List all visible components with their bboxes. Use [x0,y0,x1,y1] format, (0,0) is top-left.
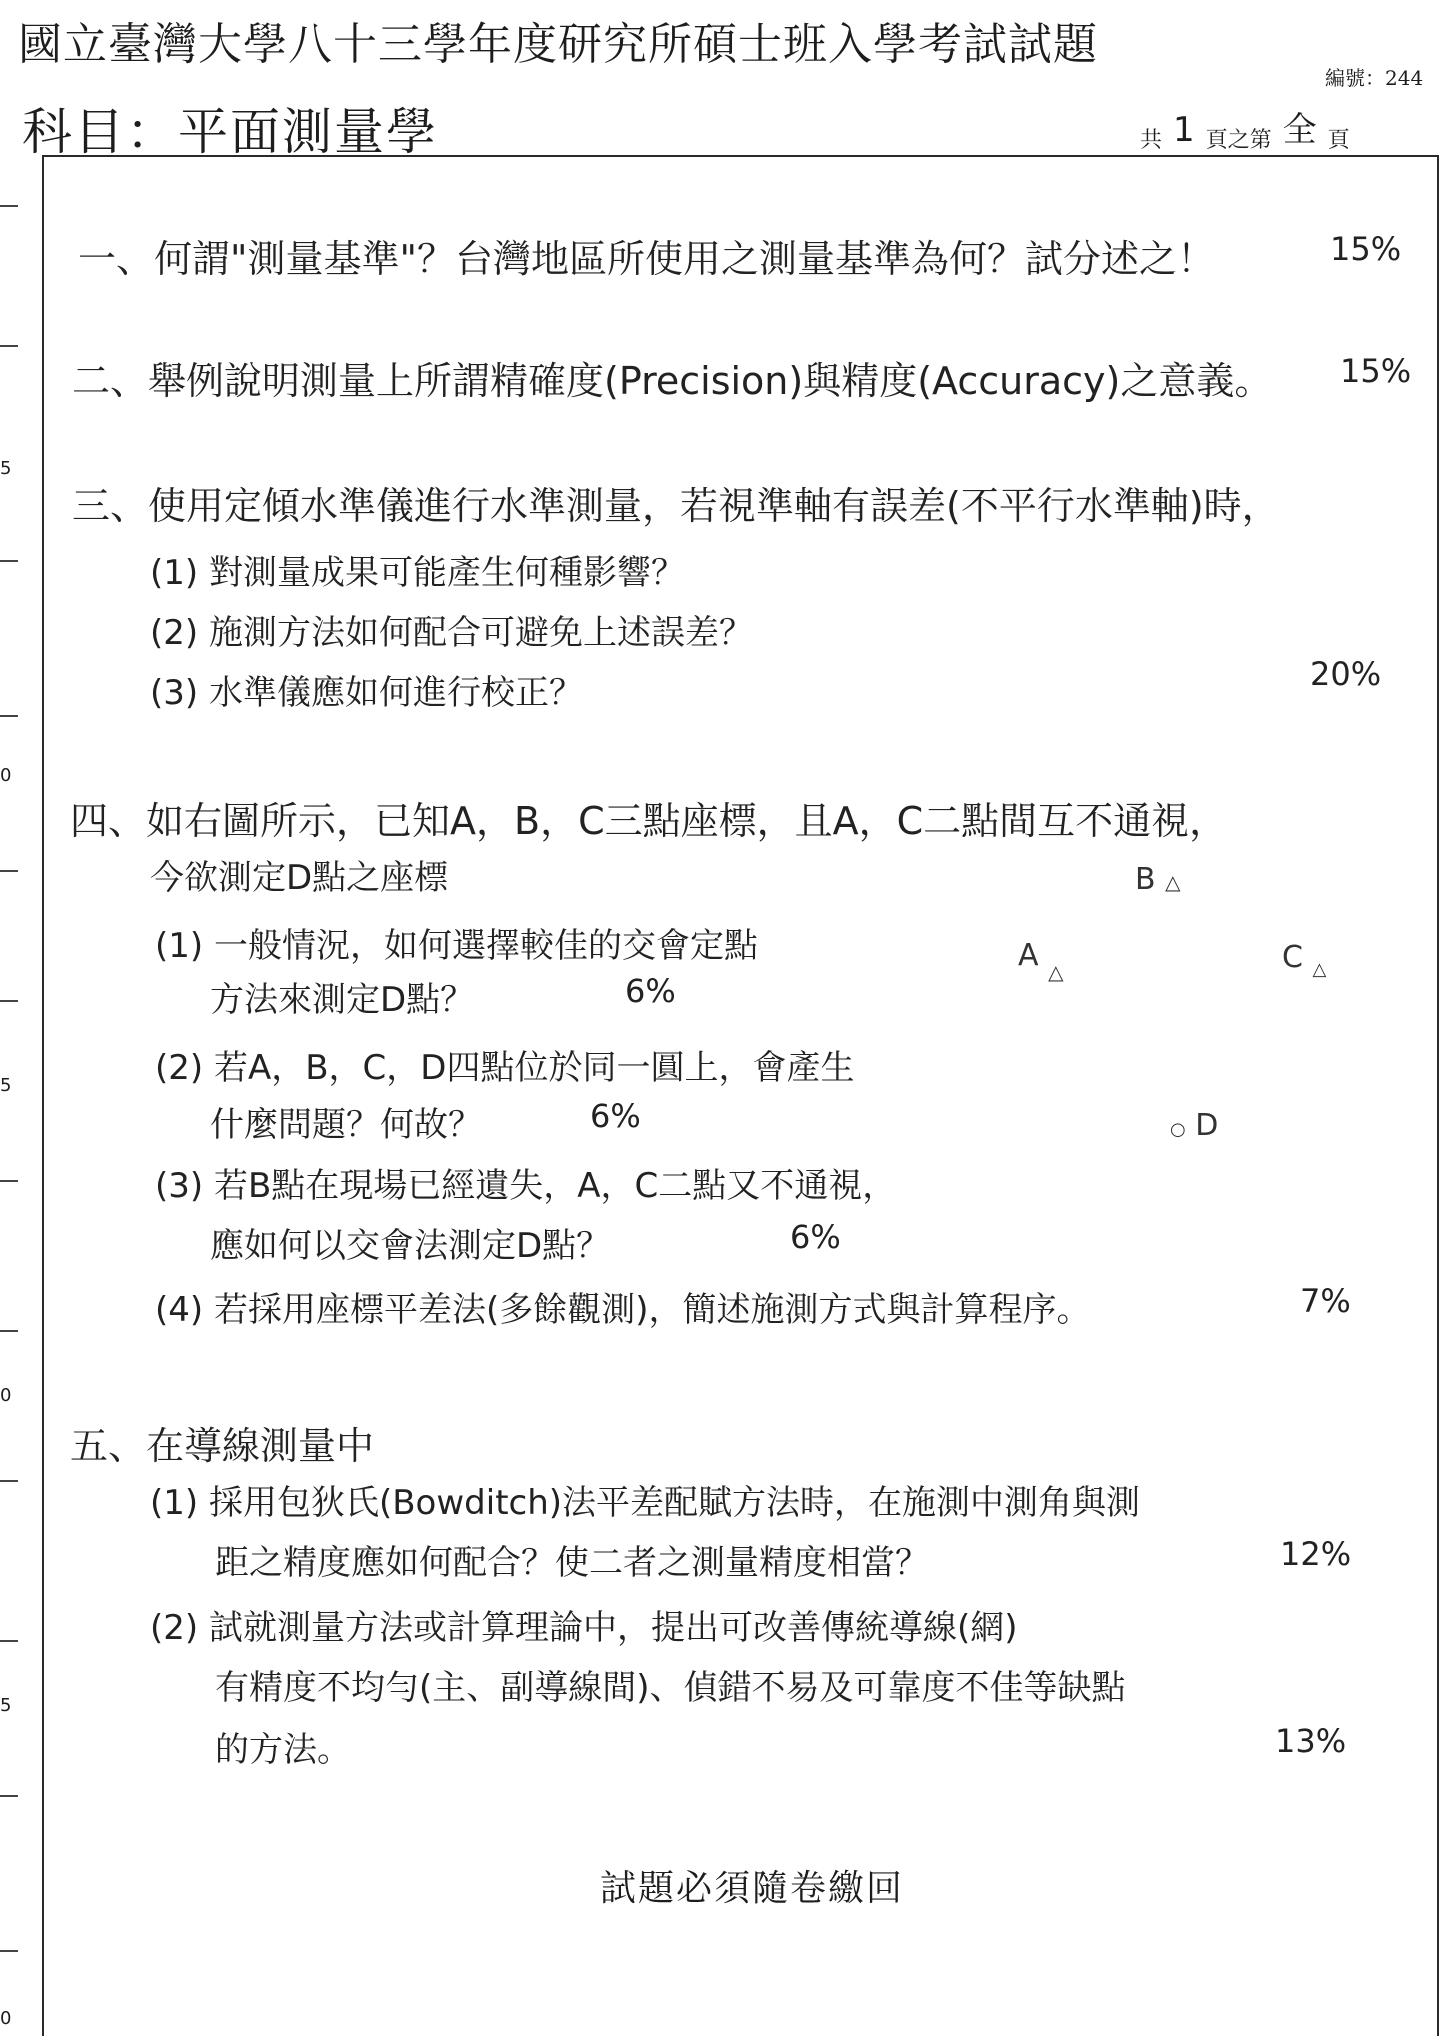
ruler-number: 0 [0,2008,12,2029]
question-4-sub-3-cont: 應如何以交會法測定D點？ [210,1226,611,1266]
return-notice: 試題必須隨卷繳回 [600,1868,905,1909]
ruler-tick [0,1950,18,1952]
point-c-label: C [1282,940,1303,975]
point-d [1170,1108,1218,1143]
question-4-sub-3-score: 6% [790,1218,841,1256]
question-3: 三、使用定傾水準儀進行水準測量，若視準軸有誤差(不平行水準軸)時， [72,484,1280,528]
ruler-number: 0 [0,1385,12,1406]
frame-right-border [1437,155,1439,2036]
pages-middle: 頁之第 [1205,128,1272,153]
pages-total: 1 [1173,110,1195,150]
ruler-tick [0,1480,18,1482]
point-a-label: A [1018,938,1039,973]
question-5: 五、在導線測量中 [70,1424,375,1468]
question-4-sub-1-score: 6% [625,972,676,1010]
question-1: 一、何謂"測量基準"？台灣地區所使用之測量基準為何？試分述之！ [78,237,1215,281]
triangle-icon: △ [1312,959,1327,980]
question-4: 四、如右圖所示，已知A，B，C三點座標，且A，C二點間互不通視， [70,799,1228,843]
ruler-tick [0,715,18,717]
question-5-sub-2-cont-2: 的方法。 [215,1730,351,1770]
question-4-sub-4: (4) 若採用座標平差法(多餘觀測)，簡述施測方式與計算程序。 [155,1290,1091,1330]
pages-current: 全 [1282,110,1317,150]
point-b [1135,862,1181,897]
question-4-sub-3: (3) 若B點在現場已經遺失，A，C二點又不通視， [155,1166,897,1206]
exam-title: 國立臺灣大學八十三學年度研究所碩士班入學考試試題 [18,19,1098,70]
question-3-sub-2: (2) 施測方法如何配合可避免上述誤差？ [150,613,753,653]
point-d-label: D [1195,1108,1219,1143]
ruler-tick [0,1640,18,1642]
page-count [1140,108,1350,157]
exam-code: 編號：244 [1325,66,1424,90]
question-5-sub-2-score: 13% [1275,1722,1347,1760]
question-4-sub-1: (1) 一般情況，如何選擇較佳的交會定點 [155,926,758,966]
triangle-icon: △ [1048,960,1064,984]
ruler-number: 5 [0,458,12,479]
point-c [1282,940,1327,980]
circle-icon: ○ [1170,1119,1186,1140]
ruler-tick [0,1000,18,1002]
question-4-line-2: 今欲測定D點之座標 [150,858,449,898]
pages-suffix: 頁 [1327,128,1350,153]
ruler-tick [0,870,18,872]
question-4-sub-2: (2) 若A，B，C，D四點位於同一圓上，會產生 [155,1048,855,1088]
ruler-tick [0,205,18,207]
ruler-number: 5 [0,1075,12,1096]
question-5-sub-1: (1) 採用包狄氏(Bowditch)法平差配賦方法時，在施測中測角與測 [150,1483,1141,1523]
ruler-tick [0,560,18,562]
exam-subject: 科目：平面測量學 [22,103,438,161]
question-5-sub-2-cont: 有精度不均勻(主、副導線間)、偵錯不易及可靠度不佳等缺點 [215,1668,1126,1708]
pages-prefix: 共 [1140,128,1163,153]
point-a [1018,938,1064,984]
ruler-number: 5 [0,1695,12,1716]
question-5-sub-2: (2) 試就測量方法或計算理論中，提出可改善傳統導線(網) [150,1608,1018,1648]
question-4-sub-1-cont: 方法來測定D點？ [210,980,475,1020]
question-5-sub-1-score: 12% [1280,1535,1352,1573]
question-3-score: 20% [1310,655,1382,693]
ruler-tick [0,1330,18,1332]
question-1-score: 15% [1330,230,1402,268]
ruler-number: 0 [0,765,12,786]
ruler-tick [0,1795,18,1797]
point-b-label: B [1135,862,1156,897]
triangle-icon: △ [1165,870,1181,894]
question-3-sub-1: (1) 對測量成果可能產生何種影響？ [150,553,685,593]
question-4-sub-2-score: 6% [590,1097,641,1135]
ruler-tick [0,1180,18,1182]
question-4-sub-4-score: 7% [1300,1282,1351,1320]
question-3-sub-3: (3) 水準儀應如何進行校正？ [150,673,583,713]
question-5-sub-1-cont: 距之精度應如何配合？使二者之測量精度相當？ [215,1543,929,1583]
question-2-score: 15% [1340,352,1412,390]
question-4-sub-2-cont: 什麼問題？何故？ [210,1105,482,1145]
question-2: 二、舉例說明測量上所謂精確度(Precision)與精度(Accuracy)之意義。 [72,359,1273,403]
ruler-tick [0,345,18,347]
